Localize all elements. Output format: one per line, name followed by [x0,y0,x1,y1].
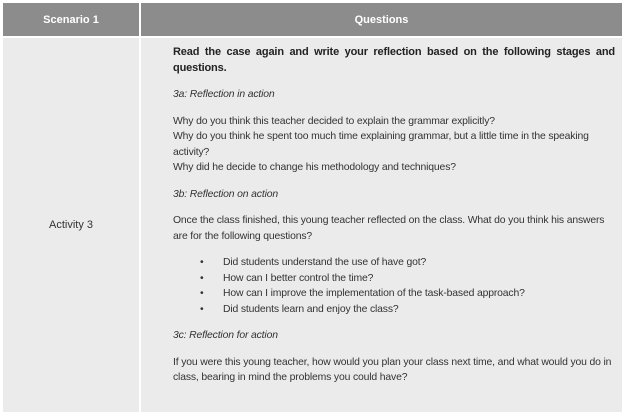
intro-instruction: Read the case again and write your reflection based on the following stages and questions. [173,46,615,74]
stage-3c-title: 3c: Reflection for action [173,330,278,341]
activity-cell [3,38,139,412]
bullet-item: • How can I better control the time? [173,271,615,287]
questions-cell [141,38,622,412]
stage-3c-text: If you were this young teacher, how would you plan your class next time, and what would you do in class, bearing in mind the problems you could have? [173,356,612,383]
stage-3b-text: Once the class finished, this young teacher reflected on the class. What do you think his answers are for the following questions? [173,215,605,242]
stage-3b-bullets [173,255,615,317]
header-questions: Questions [141,3,622,36]
question: Why do you think this teacher decided to explain the grammar explicitly? [173,115,495,127]
stage-3b-title: 3b: Reflection on action [173,188,278,200]
stage-3a-questions [173,114,615,176]
bullet-item: • Did students understand the use of have got? [173,255,615,271]
header-scenario: Scenario 1 [3,3,139,36]
bullet-item: • How can I improve the implementation of the task-based approach? [173,286,615,302]
bullet-item: • Did students learn and enjoy the class? [173,302,615,318]
questions-content [173,45,615,397]
question: Why do you think he spent too much time explaining grammar, but a little time in the speaking activity? [173,131,589,158]
question: Why did he decide to change his methodology and techniques? [173,162,456,173]
activity-label: Activity 3 [48,219,93,231]
stage-3a-title: 3a: Reflection in action [173,89,275,100]
